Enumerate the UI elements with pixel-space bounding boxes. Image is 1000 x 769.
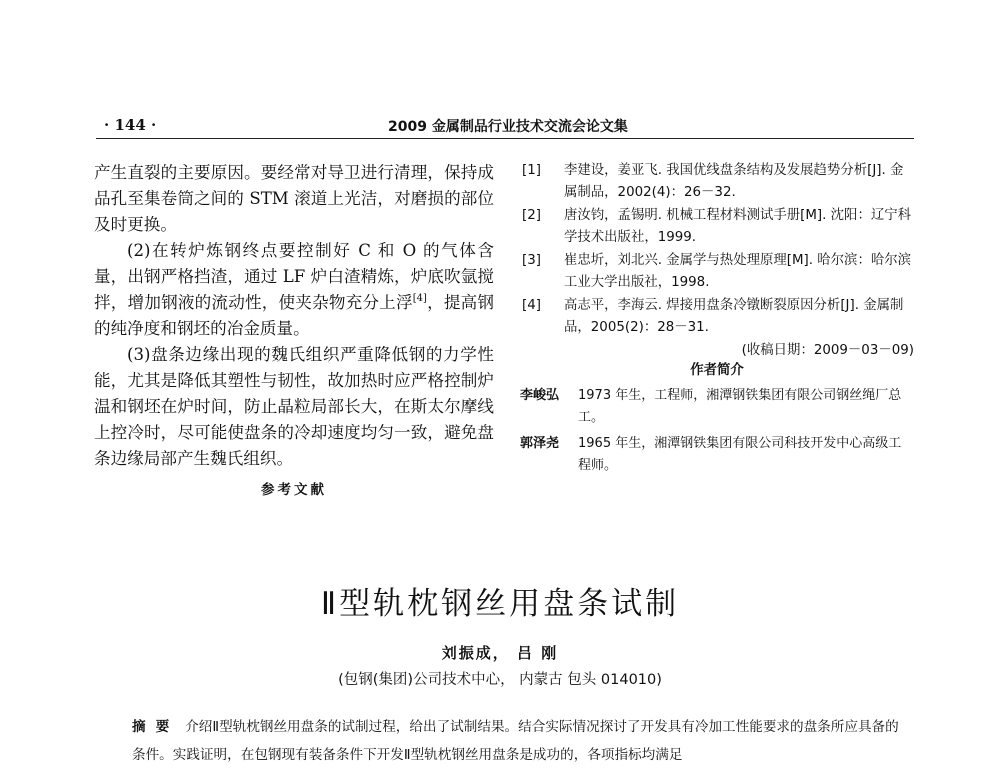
body-paragraph: (3)盘条边缘出现的魏氏组织严重降低钢的力学性能，尤其是降低其塑性与韧性，故加热时应严格控制炉温和钢坯在炉时间，防止晶粒局部长大，在斯太尔摩线上控冷时，尽可能使盘条的冷却速度均匀一致，避免盘条边缘局部产生魏氏组织。 — [94, 345, 494, 468]
page-number: · 144 · — [104, 116, 157, 134]
reference-number: [3] — [522, 253, 541, 268]
received-date: (收稿日期：2009－03－09) — [741, 343, 914, 358]
reference-text: 唐汝钧，孟锡明. 机械工程材料测试手册[M]. 沈阳：辽宁科学技术出版社，1999. — [564, 208, 912, 245]
reference-item — [520, 160, 914, 203]
reference-text: 高志平，李海云. 焊接用盘条冷镦断裂原因分析[J]. 金属制品，2005(2)：28－31. — [564, 298, 904, 335]
author-bio — [520, 385, 914, 429]
author-bio — [520, 433, 914, 477]
running-header — [96, 114, 914, 139]
author-name: 李峻弘 — [520, 388, 560, 403]
citation-marker[interactable]: [4] — [412, 293, 427, 304]
reference-item — [520, 295, 914, 338]
abstract-text: 介绍Ⅱ型轨枕钢丝用盘条的试制过程，给出了试制结果。结合实际情况探讨了开发具有冷加工性能要求的盘条所应具备的条件。实践证明，在包钢现有装备条件下开发Ⅱ型轨枕钢丝用盘条是成功的，各项指标均满足 — [132, 719, 899, 763]
reference-number: [1] — [522, 163, 541, 178]
abstract — [132, 713, 912, 769]
abstract-label: 摘要 — [132, 719, 180, 735]
author-name: 郭泽尧 — [520, 436, 560, 451]
paragraph-text: ，提高钢的纯净度和钢坯的冶金质量。 — [94, 293, 495, 338]
reference-text: 崔忠圻，刘北兴. 金属学与热处理原理[M]. 哈尔滨：哈尔滨工业大学出版社，1998. — [564, 253, 912, 290]
article-title: Ⅱ型轨枕钢丝用盘条试制 — [320, 586, 680, 622]
references-heading: 参考文献 — [261, 482, 327, 498]
reference-number: [2] — [522, 208, 541, 223]
paragraph-text: (2)在转炉炼钢终点要控制好 C 和 O 的气体含量，出钢严格挡渣，通过 LF 炉白渣精炼，炉底吹氩搅拌，增加钢液的流动性，使夹杂物充分上浮 — [94, 241, 494, 312]
right-column — [520, 160, 914, 477]
body-paragraph: 产生直裂的主要原因。要经常对导卫进行清理，保持成品孔至集卷筒之间的 STM 滚道上光洁，对磨损的部位及时更换。 — [94, 163, 494, 234]
reference-number: [4] — [522, 298, 541, 313]
article-authors: 刘振成， 吕 刚 — [441, 644, 559, 662]
journal-title: 2009 金属制品行业技术交流会论文集 — [388, 119, 628, 135]
left-column — [94, 160, 494, 498]
reference-item — [520, 250, 914, 293]
body-paragraph — [94, 238, 494, 342]
article-affiliation: (包钢(集团)公司技术中心， 内蒙古 包头 014010) — [338, 672, 662, 688]
author-bio-heading: 作者简介 — [690, 363, 744, 378]
reference-item — [520, 205, 914, 248]
reference-text: 李建设，姜亚飞. 我国优线盘条结构及发展趋势分析[J]. 金属制品，2002(4)：26－32. — [564, 163, 904, 200]
author-bio-text: 1965 年生，湘潭钢铁集团有限公司科技开发中心高级工程师。 — [578, 436, 902, 473]
author-bio-text: 1973 年生，工程师，湘潭钢铁集团有限公司钢丝绳厂总工。 — [578, 388, 902, 425]
